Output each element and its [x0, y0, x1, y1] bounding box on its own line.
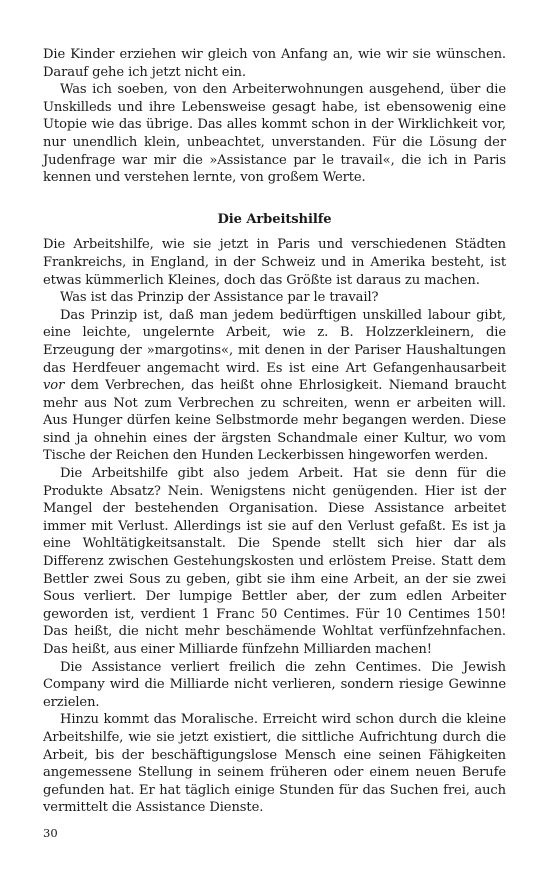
page-number: 30: [43, 826, 58, 840]
paragraph-assistance-intro: Was ich soeben, von den Arbeiterwohnungen ausgehend, über die Unskilleds und ihre Lebensweise gesagt habe, ist ebensowenig eine Utopie wie das übrige. Das alles kommt schon in der Wirklichkeit vor, nur unendlich klein, unbeachtet, unverstanden. Für die Lösung der Judenfrage war mir die »Assistance par le travail«, die ich in Paris kennen und verstehen lernte, von großem Werte.: [43, 82, 506, 186]
paragraph-moral: Hinzu kommt das Moralische. Erreicht wird schon durch die kleine Arbeitshilfe, wie sie jetzt existiert, die sittliche Aufrichtung durch die Arbeit, bis der beschäftigungslose Mensch eine seinen Fähigkeiten angemessene Stellung in seinem früheren oder einem neuen Berufe gefunden hat. Er hat täglich einige Stunden für das Suchen frei, auch vermittelt die Assistance Dienste.: [43, 712, 506, 816]
section-heading: Die Arbeitshilfe: [217, 211, 332, 227]
paragraph-work-for-everyone: Die Arbeitshilfe gibt also jedem Arbeit. Hat sie denn für die Produkte Absatz? Nein. Wenigstens nicht genügenden. Hier ist der Mangel der bestehenden Organisation. Diese Assistance arbeitet immer mit Verlust. Allerdings ist sie auf den Verlust gefaßt. Es ist ja eine Wohltätigkeitsanstalt. Die Spende stellt sich hier dar als Differenz zwischen Gestehungskosten und erlöstem Preise. Statt dem Bettler zwei Sous zu geben, gibt sie ihm eine Arbeit, an der sie zwei Sous verliert. Der lumpige Bettler aber, der zum edlen Arbeiter geworden ist, verdient 1 Franc 50 Centimes. Für 10 Centimes 150! Das heißt, die nicht mehr beschämende Wohltat verfünfzehnfachen. Das heißt, aus einer Milliarde fünfzehn Milliarden machen!: [43, 466, 506, 657]
principle-text-end: dem Verbrechen, das heißt ohne Ehrlosigkeit. Niemand braucht mehr aus Not zum Verbrechen zu schreiten, wenn er arbeiten will. Aus Hunger dürfen keine Selbstmorde mehr begangen werden. Diese sind ja ohnehin eines der ärgsten Schandmale einer Kultur, wo vom Tische der Reichen den Hunden Leckerbissen hingeworfen werden.: [43, 378, 506, 464]
principle-text-start: Das Prinzip ist, daß man jedem bedürftigen unskilled labour gibt, eine leichte, ungelernte Arbeit, wie z. B. Holzzerkleinern, die Erzeugung der »margotins«, mit denen in der Pariser Haushaltungen das Herdfeuer angemacht wird. Es ist eine Art Gefangenhausarbeit: [43, 307, 506, 376]
paragraph-principle-question: Was ist das Prinzip der Assistance par le travail?: [60, 290, 379, 306]
paragraph-principle: [43, 307, 506, 465]
principle-emphasis: vor: [43, 378, 65, 394]
page-body: [43, 46, 506, 817]
paragraph-arbeitshilfe-intro: Die Arbeitshilfe, wie sie jetzt in Paris und verschiedenen Städten Frankreichs, in England, in der Schweiz und in Amerika besteht, ist etwas kümmerlich Kleines, doch das Größte ist daraus zu machen.: [43, 237, 506, 288]
paragraph-centimes: Die Assistance verliert freilich die zehn Centimes. Die Jewish Company wird die Milliarde nicht verlieren, sondern riesige Gewinne erzielen.: [43, 659, 506, 710]
paragraph-children: Die Kinder erziehen wir gleich von Anfang an, wie wir sie wünschen. Darauf gehe ich jetzt nicht ein.: [43, 47, 506, 80]
